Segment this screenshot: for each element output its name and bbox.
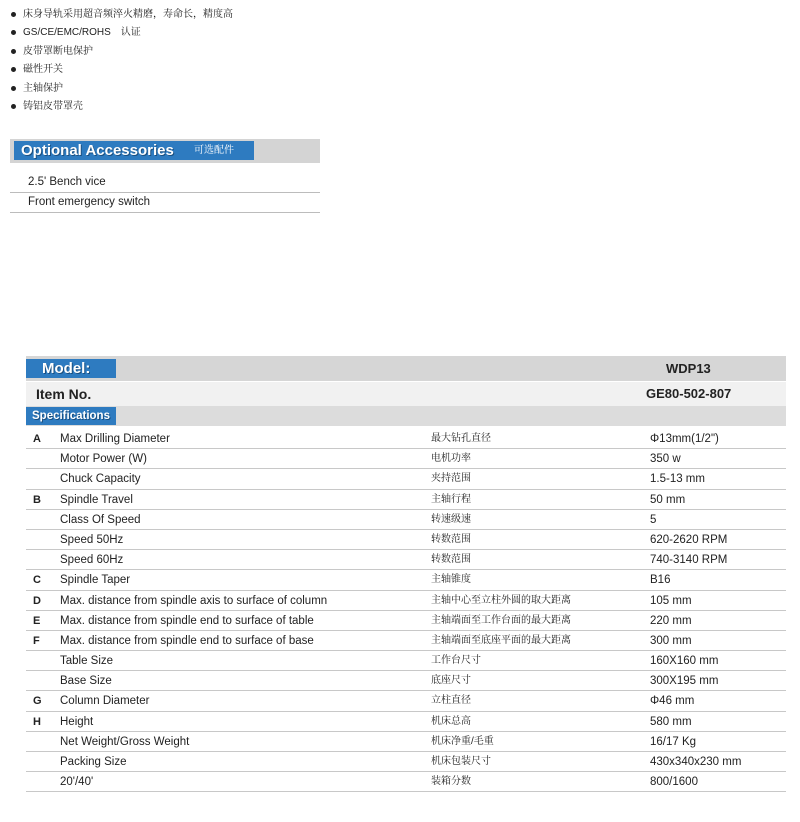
feature-item: 铸铝皮带罩壳 bbox=[10, 98, 233, 116]
spec-value: 800/1600 bbox=[650, 776, 698, 789]
spec-name: Height bbox=[60, 715, 94, 728]
feature-item: 磁性开关 bbox=[10, 61, 233, 79]
spec-row bbox=[26, 712, 786, 732]
spec-value: 50 mm bbox=[650, 493, 686, 506]
spec-row bbox=[26, 651, 786, 671]
spec-table bbox=[26, 429, 786, 792]
spec-row bbox=[26, 631, 786, 651]
spec-name-cn: 立柱直径 bbox=[431, 695, 471, 707]
spec-name: Max. distance from spindle end to surface of base bbox=[60, 634, 314, 647]
accessory-item: Front emergency switch bbox=[10, 193, 320, 213]
spec-name: 20'/40' bbox=[60, 776, 94, 789]
spec-value: 620-2620 RPM bbox=[650, 533, 728, 546]
spec-name: Net Weight/Gross Weight bbox=[60, 735, 190, 748]
item-number-row bbox=[26, 382, 786, 406]
feature-item: 主轴保护 bbox=[10, 80, 233, 98]
model-header bbox=[26, 356, 786, 381]
spec-name: Speed 50Hz bbox=[60, 533, 124, 546]
spec-letter: E bbox=[33, 614, 41, 627]
spec-row bbox=[26, 671, 786, 691]
spec-name: Max. distance from spindle end to surface of table bbox=[60, 614, 314, 627]
spec-name-cn: 底座尺寸 bbox=[431, 675, 471, 687]
spec-name-cn: 工作台尺寸 bbox=[431, 655, 481, 667]
specifications-header bbox=[26, 406, 786, 426]
spec-row bbox=[26, 691, 786, 711]
spec-row bbox=[26, 510, 786, 530]
spec-letter: H bbox=[33, 715, 41, 728]
spec-name: Spindle Taper bbox=[60, 574, 131, 587]
spec-row bbox=[26, 530, 786, 550]
spec-value: 300 mm bbox=[650, 634, 692, 647]
spec-name-cn: 最大钻孔直径 bbox=[431, 433, 491, 444]
spec-name-cn: 机床总高 bbox=[431, 715, 471, 727]
spec-name-cn: 主轴端面至工作台面的最大距离 bbox=[431, 614, 571, 626]
spec-name: Max Drilling Diameter bbox=[60, 433, 170, 445]
spec-name-cn: 转速级速 bbox=[431, 513, 471, 525]
spec-value: 300X195 mm bbox=[650, 675, 719, 688]
spec-value: 350 w bbox=[650, 453, 681, 466]
spec-row bbox=[26, 469, 786, 489]
spec-row bbox=[26, 429, 786, 449]
spec-name-cn: 电机功率 bbox=[431, 453, 471, 465]
spec-value: 105 mm bbox=[650, 594, 692, 607]
optional-accessories-header bbox=[10, 139, 320, 163]
spec-name-cn: 装箱分数 bbox=[431, 776, 471, 788]
spec-name-cn: 主轴行程 bbox=[431, 493, 471, 505]
spec-letter: D bbox=[33, 594, 41, 607]
spec-value: 160X160 mm bbox=[650, 655, 719, 668]
item-number-value: GE80-502-807 bbox=[646, 386, 732, 401]
feature-list bbox=[10, 6, 233, 116]
spec-row bbox=[26, 449, 786, 469]
spec-name: Column Diameter bbox=[60, 695, 150, 708]
spec-name-cn: 机床包装尺寸 bbox=[431, 756, 491, 767]
spec-value: B16 bbox=[650, 574, 671, 587]
spec-row bbox=[26, 490, 786, 510]
accessory-list bbox=[10, 173, 320, 213]
feature-item: 皮带罩断电保护 bbox=[10, 43, 233, 61]
model-value: WDP13 bbox=[666, 361, 711, 376]
spec-name-cn: 主轴中心至立柱外圆的取大距离 bbox=[431, 594, 571, 606]
spec-value: 16/17 Kg bbox=[650, 735, 697, 748]
spec-name: Class Of Speed bbox=[60, 513, 141, 526]
spec-letter: C bbox=[33, 574, 41, 587]
spec-value: 580 mm bbox=[650, 715, 692, 728]
spec-name: Base Size bbox=[60, 675, 112, 688]
spec-row bbox=[26, 570, 786, 590]
spec-row bbox=[26, 591, 786, 611]
spec-value: Φ46 mm bbox=[650, 695, 695, 708]
spec-name-cn: 机床净重/毛重 bbox=[431, 735, 494, 747]
spec-name: Chuck Capacity bbox=[60, 473, 141, 486]
accessory-item: 2.5' Bench vice bbox=[10, 173, 320, 193]
model-label: Model: bbox=[26, 359, 116, 378]
spec-letter: A bbox=[33, 433, 41, 445]
item-number-label: Item No. bbox=[36, 386, 92, 402]
specifications-label: Specifications bbox=[26, 407, 116, 425]
spec-value: 5 bbox=[650, 513, 657, 526]
spec-row bbox=[26, 752, 786, 772]
spec-name-cn: 转数范围 bbox=[431, 533, 471, 545]
spec-row bbox=[26, 732, 786, 752]
spec-value: 1.5-13 mm bbox=[650, 473, 705, 486]
feature-item: 床身导轨采用超音频淬火精磨，寿命长，精度高 bbox=[10, 6, 233, 24]
spec-name-cn: 转数范围 bbox=[431, 554, 471, 566]
spec-row bbox=[26, 611, 786, 631]
optional-accessories-tag bbox=[14, 141, 254, 160]
spec-row bbox=[26, 772, 786, 792]
spec-name-cn: 主轴锥度 bbox=[431, 574, 471, 586]
spec-name-cn: 主轴端面至底座平面的最大距离 bbox=[431, 634, 571, 646]
spec-letter: G bbox=[33, 695, 42, 708]
spec-name: Spindle Travel bbox=[60, 493, 133, 506]
spec-name: Max. distance from spindle axis to surface of column bbox=[60, 594, 328, 607]
spec-letter: F bbox=[33, 634, 40, 647]
spec-name: Table Size bbox=[60, 655, 114, 668]
spec-value: 740-3140 RPM bbox=[650, 554, 728, 567]
optional-accessories-title: Optional Accessories bbox=[21, 142, 174, 159]
spec-value: Φ13mm(1/2") bbox=[650, 433, 719, 445]
spec-name: Motor Power (W) bbox=[60, 453, 147, 466]
spec-name-cn: 夹持范围 bbox=[431, 473, 471, 485]
spec-value: 430x340x230 mm bbox=[650, 756, 742, 768]
spec-name: Packing Size bbox=[60, 756, 127, 768]
spec-row bbox=[26, 550, 786, 570]
feature-item: GS/CE/EMC/ROHS 认证 bbox=[10, 24, 233, 42]
spec-value: 220 mm bbox=[650, 614, 692, 627]
optional-accessories-title-cn: 可选配件 bbox=[194, 145, 234, 156]
spec-letter: B bbox=[33, 493, 41, 506]
spec-name: Speed 60Hz bbox=[60, 554, 124, 567]
